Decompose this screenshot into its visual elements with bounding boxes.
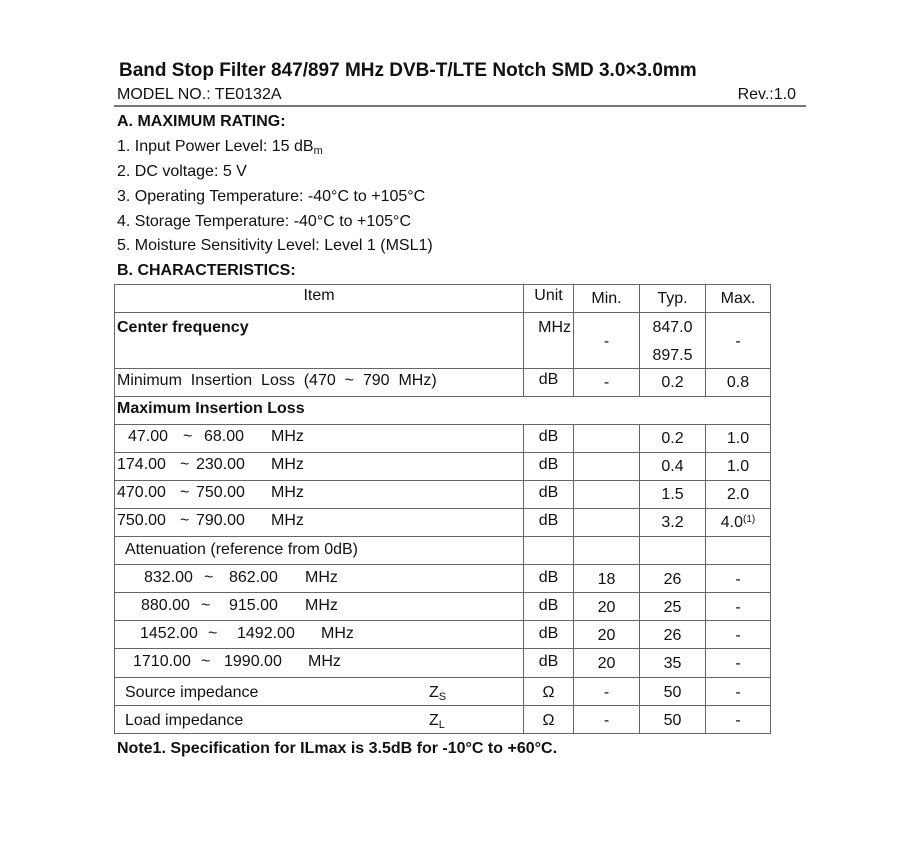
freq-unit: MHz: [271, 512, 304, 529]
section-b-heading: B. CHARACTERISTICS:: [117, 262, 296, 279]
freq-to: 790.00: [196, 512, 245, 529]
unit: dB: [538, 484, 559, 501]
max-value: -: [735, 655, 741, 672]
max-value: [706, 514, 770, 532]
max-number: 4.0: [720, 514, 743, 531]
min-insertion-loss-label: Minimum Insertion Loss (470 ~ 790 MHz): [117, 372, 437, 389]
max-value: -: [735, 599, 741, 616]
col-header-item: Item: [303, 287, 335, 304]
freq-unit: MHz: [305, 569, 338, 586]
freq-from: 750.00: [117, 512, 166, 529]
typ-value: 25: [663, 599, 682, 616]
unit: dB: [538, 456, 559, 473]
freq-sep: ~: [180, 456, 190, 473]
unit: dB: [538, 428, 559, 445]
attenuation-heading: Attenuation (reference from 0dB): [125, 541, 359, 558]
center-frequency-max: -: [735, 333, 741, 350]
freq-unit: MHz: [271, 456, 304, 473]
model-number: MODEL NO.: TE0132A: [117, 86, 282, 103]
typ-value: 26: [663, 627, 682, 644]
freq-to: 915.00: [229, 597, 278, 614]
unit: dB: [538, 653, 559, 670]
typ-value: 50: [663, 712, 682, 729]
col-header-unit: Unit: [534, 287, 563, 304]
min-insertion-loss-min: -: [603, 374, 610, 391]
typ-value: 50: [663, 684, 682, 701]
rating-item: 2. DC voltage: 5 V: [117, 163, 247, 180]
center-frequency-typ-1: 847.0: [652, 319, 693, 336]
typ-value: 3.2: [661, 514, 684, 531]
unit: Ω: [542, 712, 555, 729]
min-value: -: [603, 684, 610, 701]
max-value: -: [735, 684, 741, 701]
freq-unit: MHz: [321, 625, 354, 642]
freq-from: 832.00: [144, 569, 193, 586]
max-value: -: [735, 712, 741, 729]
max-value: 1.0: [726, 458, 750, 475]
freq-to: 230.00: [196, 456, 245, 473]
col-header-min: Min.: [591, 290, 622, 307]
source-impedance-symbol: [429, 684, 446, 702]
load-impedance-symbol: [429, 712, 445, 730]
center-frequency-typ-2: 897.5: [652, 347, 693, 364]
freq-from: 470.00: [117, 484, 166, 501]
max-value: 2.0: [726, 486, 750, 503]
min-insertion-loss-typ: 0.2: [661, 374, 684, 391]
min-insertion-loss-max: 0.8: [726, 374, 750, 391]
unit: dB: [538, 569, 559, 586]
freq-sep: ~: [180, 484, 190, 501]
freq-sep: ~: [204, 569, 214, 586]
freq-from: 47.00: [128, 428, 169, 445]
freq-sep: ~: [180, 512, 190, 529]
freq-unit: MHz: [271, 428, 304, 445]
max-insertion-loss-heading: Maximum Insertion Loss: [117, 400, 305, 417]
document-title: Band Stop Filter 847/897 MHz DVB-T/LTE Notch SMD 3.0×3.0mm: [119, 60, 697, 81]
symbol-letter: Z: [429, 684, 439, 701]
freq-sep: ~: [183, 428, 193, 445]
freq-sep: ~: [201, 597, 211, 614]
max-value: 1.0: [726, 430, 750, 447]
typ-value: 1.5: [661, 486, 684, 503]
freq-unit: MHz: [308, 653, 341, 670]
min-value: 20: [597, 655, 616, 672]
freq-from: 1710.00: [133, 653, 191, 670]
unit: dB: [538, 512, 559, 529]
unit: dB: [538, 625, 559, 642]
min-value: 18: [597, 571, 616, 588]
freq-sep: ~: [208, 625, 218, 642]
load-impedance-label: Load impedance: [125, 712, 244, 729]
typ-value: 35: [663, 655, 682, 672]
rating-item: 4. Storage Temperature: -40°C to +105°C: [117, 213, 411, 230]
footnote: Note1. Specification for ILmax is 3.5dB for -10°C to +60°C.: [117, 740, 558, 757]
symbol-subscript: S: [438, 691, 447, 703]
max-value: -: [735, 571, 741, 588]
min-value: 20: [597, 599, 616, 616]
freq-from: 1452.00: [140, 625, 198, 642]
section-a-heading: A. MAXIMUM RATING:: [117, 113, 286, 130]
rating-item: 3. Operating Temperature: -40°C to +105°C: [117, 188, 426, 205]
rating-item: 5. Moisture Sensitivity Level: Level 1 (MSL1): [117, 237, 433, 254]
rating-text: 1. Input Power Level: 15 dB: [117, 138, 314, 155]
min-insertion-loss-unit: dB: [538, 371, 559, 388]
rating-subscript: m: [313, 145, 323, 157]
typ-value: 26: [663, 571, 682, 588]
min-value: 20: [597, 627, 616, 644]
rating-item: [117, 138, 323, 156]
freq-sep: ~: [201, 653, 211, 670]
revision: Rev.:1.0: [737, 86, 796, 103]
min-value: -: [603, 712, 610, 729]
freq-unit: MHz: [305, 597, 338, 614]
footnote-marker: (1): [743, 514, 756, 525]
center-frequency-min: -: [603, 333, 610, 350]
freq-from: 174.00: [117, 456, 166, 473]
center-frequency-unit: MHz: [538, 319, 571, 336]
freq-to: 1990.00: [224, 653, 282, 670]
center-frequency-label: Center frequency: [117, 319, 249, 336]
freq-to: 862.00: [229, 569, 278, 586]
freq-from: 880.00: [141, 597, 190, 614]
source-impedance-label: Source impedance: [125, 684, 259, 701]
col-header-typ: Typ.: [657, 290, 688, 307]
unit: dB: [538, 597, 559, 614]
unit: Ω: [542, 684, 555, 701]
symbol-letter: Z: [429, 712, 439, 729]
typ-value: 0.2: [661, 430, 684, 447]
freq-unit: MHz: [271, 484, 304, 501]
header-divider: [114, 105, 806, 107]
freq-to: 750.00: [196, 484, 245, 501]
max-value: -: [735, 627, 741, 644]
freq-to: 1492.00: [237, 625, 295, 642]
typ-value: 0.4: [661, 458, 684, 475]
col-header-max: Max.: [720, 290, 756, 307]
freq-to: 68.00: [204, 428, 245, 445]
symbol-subscript: L: [438, 719, 445, 731]
